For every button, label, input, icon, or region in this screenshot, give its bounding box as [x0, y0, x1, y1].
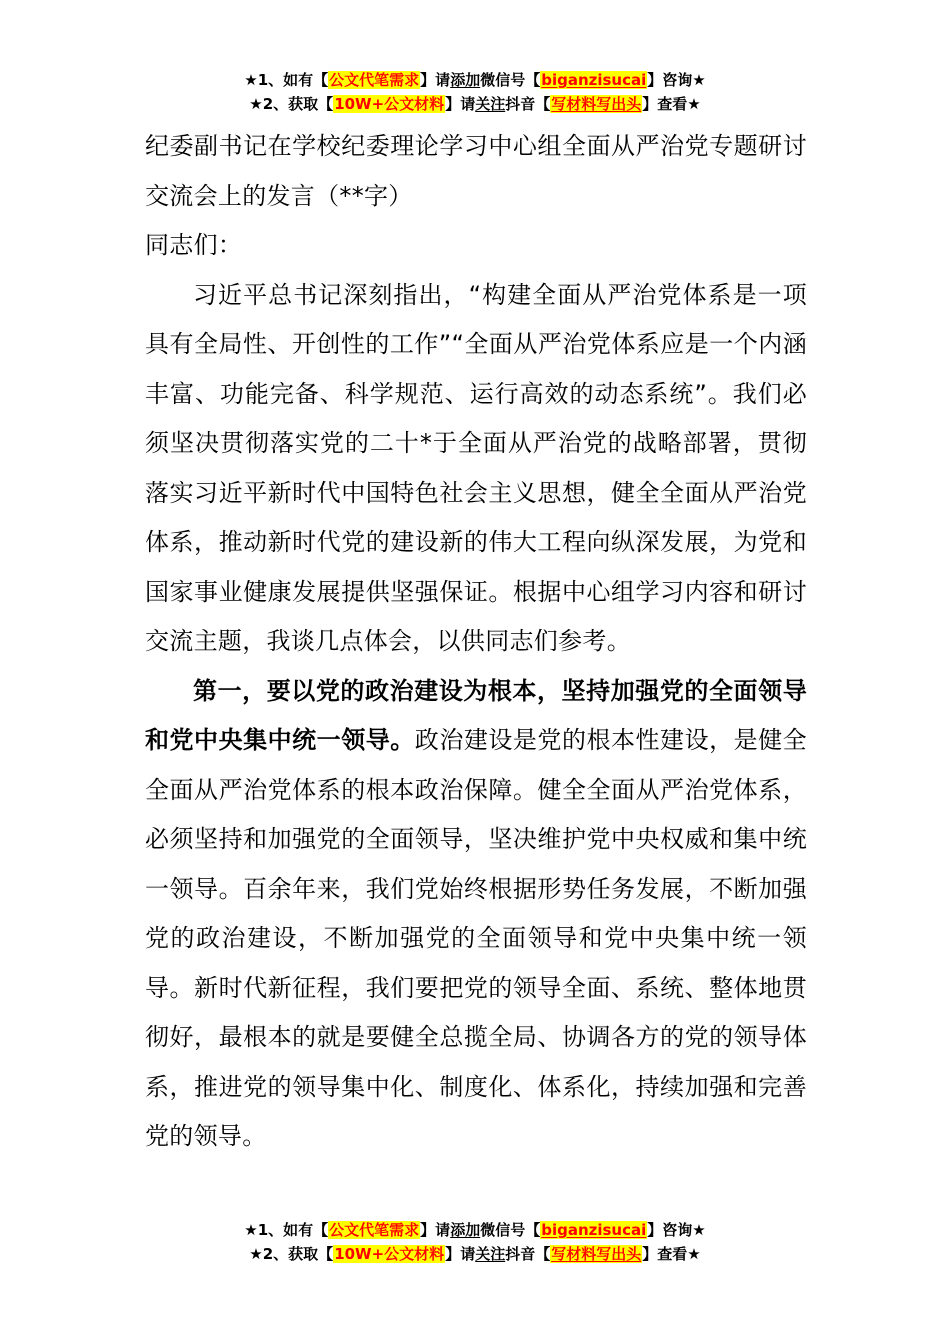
- highlight-ghostwriting: 公文代笔需求: [329, 71, 420, 89]
- banner-text: 】查看★: [642, 1245, 701, 1263]
- highlight-wechat-id: biganzisucai: [541, 71, 647, 89]
- banner-line-2: [0, 92, 950, 116]
- banner-text: 】请: [445, 95, 476, 113]
- highlight-ghostwriting: 公文代笔需求: [329, 1221, 420, 1239]
- banner-text: 】请: [445, 1245, 476, 1263]
- banner-line-2: [0, 1242, 950, 1266]
- header-banner: [0, 68, 950, 116]
- highlight-materials: 10W+公文材料: [334, 1245, 445, 1263]
- document-title: 纪委副书记在学校纪委理论学习中心组全面从严治党专题研讨交流会上的发言（**字）: [145, 132, 807, 210]
- banner-text: 】咨询★: [647, 1221, 706, 1239]
- banner-text: ★2、获取【: [249, 95, 334, 113]
- highlight-materials: 10W+公文材料: [334, 95, 445, 113]
- banner-text: 微信号【: [480, 71, 541, 89]
- banner-underlined-text: 添加: [450, 71, 481, 89]
- salutation: 同志们：: [145, 231, 243, 259]
- banner-text: 】请: [420, 71, 451, 89]
- banner-text: 微信号【: [480, 1221, 541, 1239]
- paragraph-intro: 习近平总书记深刻指出，“构建全面从严治党体系是一项具有全局性、开创性的工作”“全面从严治党体系应是一个内涵丰富、功能完备、科学规范、运行高效的动态系统”。我们必须坚决贯彻落实党的二十*于全面从严治党的战略部署，贯彻落实习近平新时代中国特色社会主义思想，健全全面从严治党体系，推动新时代党的建设新的伟大工程向纵深发展，为党和国家事业健康发展提供坚强保证。根据中心组学习内容和研讨交流主题，我谈几点体会，以供同志们参考。: [145, 280, 807, 655]
- document-body: [145, 122, 807, 1162]
- banner-underlined-text: 关注: [475, 1245, 506, 1263]
- highlight-douyin-account: 写材料写出头: [551, 95, 642, 113]
- banner-text: 抖音【: [505, 95, 551, 113]
- highlight-wechat-id: biganzisucai: [541, 1221, 647, 1239]
- banner-text: 】咨询★: [647, 71, 706, 89]
- banner-underlined-text: 添加: [450, 1221, 481, 1239]
- footer-banner: [0, 1218, 950, 1266]
- paragraph-first-point: [145, 667, 807, 1162]
- banner-text: 】请: [420, 1221, 451, 1239]
- banner-text: ★1、如有【: [244, 71, 329, 89]
- banner-text: 】查看★: [642, 95, 701, 113]
- banner-line-1: [0, 68, 950, 92]
- highlight-douyin-account: 写材料写出头: [551, 1245, 642, 1263]
- banner-text: 抖音【: [505, 1245, 551, 1263]
- paragraph-lead-sentence: 第一，要以党的政治建设为根本，坚持加强党的全面领导和党中央集中统一领导。: [145, 676, 807, 754]
- paragraph-body-text: 政治建设是党的根本性建设，是健全全面从严治党体系的根本政治保障。健全全面从严治党体系，必须坚持和加强党的全面领导，坚决维护党中央权威和集中统一领导。百余年来，我们党始终根据形势任务发展，不断加强党的政治建设，不断加强党的全面领导和党中央集中统一领导。新时代新征程，我们要把党的领导全面、系统、整体地贯彻好，最根本的就是要健全总揽全局、协调各方的党的领导体系，推进党的领导集中化、制度化、体系化，持续加强和完善党的领导。: [145, 726, 807, 1150]
- banner-text: ★1、如有【: [244, 1221, 329, 1239]
- banner-line-1: [0, 1218, 950, 1242]
- banner-text: ★2、获取【: [249, 1245, 334, 1263]
- banner-underlined-text: 关注: [475, 95, 506, 113]
